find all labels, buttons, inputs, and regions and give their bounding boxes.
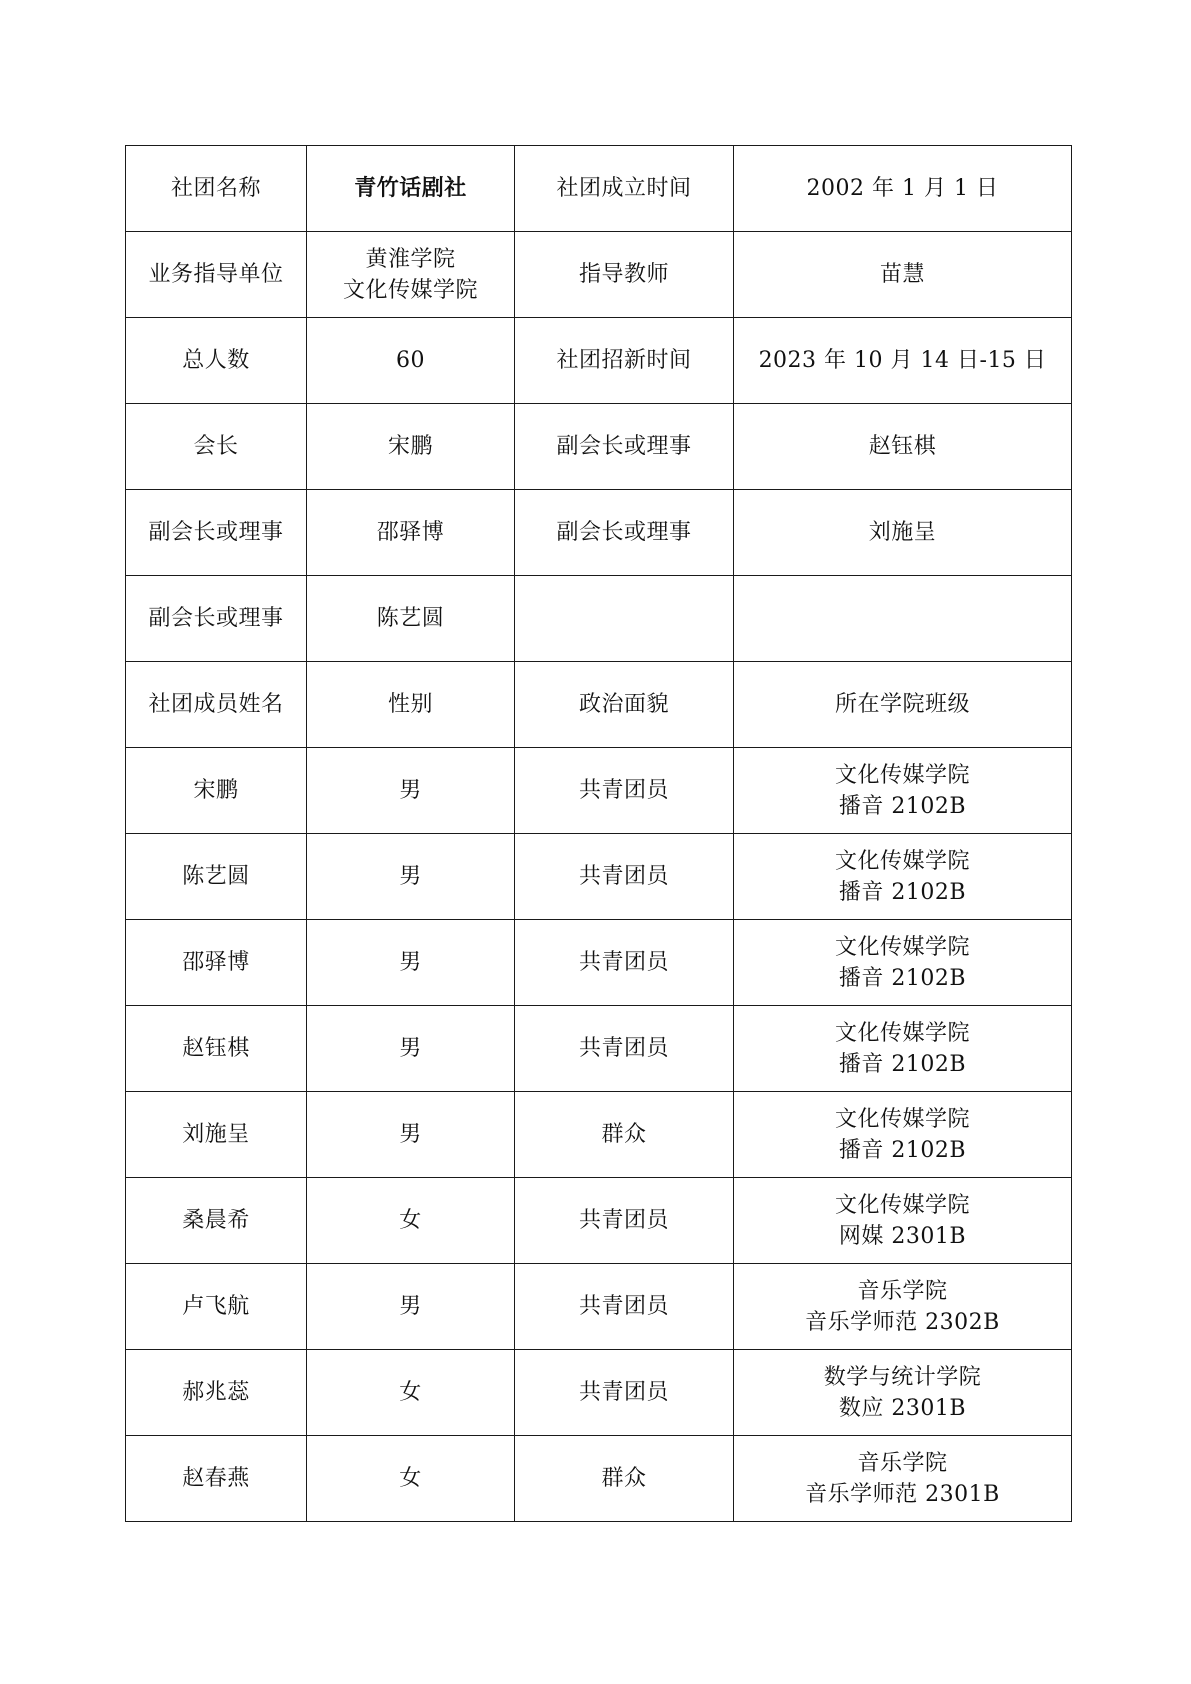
value-vice-president: 刘施呈	[734, 490, 1072, 576]
member-political-status: 共青团员	[515, 1006, 734, 1092]
label-total-members: 总人数	[126, 318, 307, 404]
label-vice-president: 副会长或理事	[126, 490, 307, 576]
member-college-class	[734, 834, 1072, 920]
member-political-status: 共青团员	[515, 920, 734, 1006]
info-row-president	[126, 404, 1072, 490]
member-college-class	[734, 1092, 1072, 1178]
member-gender: 男	[307, 834, 515, 920]
header-gender: 性别	[307, 662, 515, 748]
member-header-row	[126, 662, 1072, 748]
member-class: 播音 2102B	[838, 879, 967, 905]
empty-cell	[734, 576, 1072, 662]
member-row	[126, 1264, 1072, 1350]
member-row	[126, 1178, 1072, 1264]
value-founded-date: 2002 年 1 月 1 日	[734, 146, 1072, 232]
member-college: 文化传媒学院	[834, 1192, 970, 1218]
member-name: 桑晨希	[126, 1178, 307, 1264]
value-president: 宋鹏	[307, 404, 515, 490]
member-college: 音乐学院	[857, 1278, 948, 1304]
member-college: 数学与统计学院	[823, 1364, 982, 1390]
club-info-table	[125, 145, 1072, 1522]
label-vice-president: 副会长或理事	[515, 490, 734, 576]
member-class: 播音 2102B	[838, 1051, 967, 1077]
member-college-class	[734, 748, 1072, 834]
member-college-class	[734, 1006, 1072, 1092]
member-college: 文化传媒学院	[834, 848, 970, 874]
empty-cell	[515, 576, 734, 662]
member-political-status: 共青团员	[515, 1178, 734, 1264]
value-supervising-unit	[307, 232, 515, 318]
member-gender: 女	[307, 1436, 515, 1522]
member-gender: 男	[307, 1006, 515, 1092]
member-name: 刘施呈	[126, 1092, 307, 1178]
member-gender: 男	[307, 1264, 515, 1350]
member-college: 文化传媒学院	[834, 762, 970, 788]
member-row	[126, 1436, 1072, 1522]
member-political-status: 群众	[515, 1436, 734, 1522]
member-college: 文化传媒学院	[834, 934, 970, 960]
member-row	[126, 1092, 1072, 1178]
value-advisor: 苗慧	[734, 232, 1072, 318]
member-college: 文化传媒学院	[834, 1106, 970, 1132]
info-row-vice-2	[126, 576, 1072, 662]
member-row	[126, 1350, 1072, 1436]
member-class: 数应 2301B	[838, 1395, 967, 1421]
member-class: 播音 2102B	[838, 1137, 967, 1163]
value-total-members: 60	[307, 318, 515, 404]
value-club-name: 青竹话剧社	[307, 146, 515, 232]
member-gender: 女	[307, 1178, 515, 1264]
member-name: 邵驿博	[126, 920, 307, 1006]
member-college-class	[734, 920, 1072, 1006]
info-row-total	[126, 318, 1072, 404]
member-gender: 女	[307, 1350, 515, 1436]
label-vice-president: 副会长或理事	[126, 576, 307, 662]
info-row-vice-1	[126, 490, 1072, 576]
label-founded-date: 社团成立时间	[515, 146, 734, 232]
member-class: 音乐学师范 2301B	[805, 1481, 1000, 1507]
label-vice-president: 副会长或理事	[515, 404, 734, 490]
label-president: 会长	[126, 404, 307, 490]
member-class: 播音 2102B	[838, 965, 967, 991]
value-recruit-time: 2023 年 10 月 14 日-15 日	[734, 318, 1072, 404]
member-college-class	[734, 1436, 1072, 1522]
info-row-supervisor	[126, 232, 1072, 318]
member-class: 音乐学师范 2302B	[805, 1309, 1000, 1335]
header-political-status: 政治面貌	[515, 662, 734, 748]
member-political-status: 共青团员	[515, 1264, 734, 1350]
member-row	[126, 834, 1072, 920]
supervising-unit-line-2: 文化传媒学院	[342, 277, 478, 303]
member-college-class	[734, 1264, 1072, 1350]
member-row	[126, 748, 1072, 834]
value-vice-president: 赵钰棋	[734, 404, 1072, 490]
member-gender: 男	[307, 1092, 515, 1178]
label-advisor: 指导教师	[515, 232, 734, 318]
member-name: 赵钰棋	[126, 1006, 307, 1092]
member-college-class	[734, 1178, 1072, 1264]
value-vice-president: 陈艺圆	[307, 576, 515, 662]
member-gender: 男	[307, 920, 515, 1006]
member-name: 陈艺圆	[126, 834, 307, 920]
member-name: 赵春燕	[126, 1436, 307, 1522]
member-college: 文化传媒学院	[834, 1020, 970, 1046]
header-college-class: 所在学院班级	[734, 662, 1072, 748]
member-row	[126, 1006, 1072, 1092]
member-name: 宋鹏	[126, 748, 307, 834]
member-name: 卢飞航	[126, 1264, 307, 1350]
member-college: 音乐学院	[857, 1450, 948, 1476]
label-recruit-time: 社团招新时间	[515, 318, 734, 404]
member-political-status: 共青团员	[515, 1350, 734, 1436]
member-political-status: 共青团员	[515, 834, 734, 920]
supervising-unit-line-1: 黄淮学院	[365, 246, 456, 272]
info-row-club-name	[126, 146, 1072, 232]
member-gender: 男	[307, 748, 515, 834]
member-row	[126, 920, 1072, 1006]
member-college-class	[734, 1350, 1072, 1436]
member-class: 网媒 2301B	[838, 1223, 967, 1249]
value-vice-president: 邵驿博	[307, 490, 515, 576]
member-political-status: 群众	[515, 1092, 734, 1178]
member-class: 播音 2102B	[838, 793, 967, 819]
member-name: 郝兆蕊	[126, 1350, 307, 1436]
member-political-status: 共青团员	[515, 748, 734, 834]
label-supervising-unit: 业务指导单位	[126, 232, 307, 318]
header-member-name: 社团成员姓名	[126, 662, 307, 748]
label-club-name: 社团名称	[126, 146, 307, 232]
